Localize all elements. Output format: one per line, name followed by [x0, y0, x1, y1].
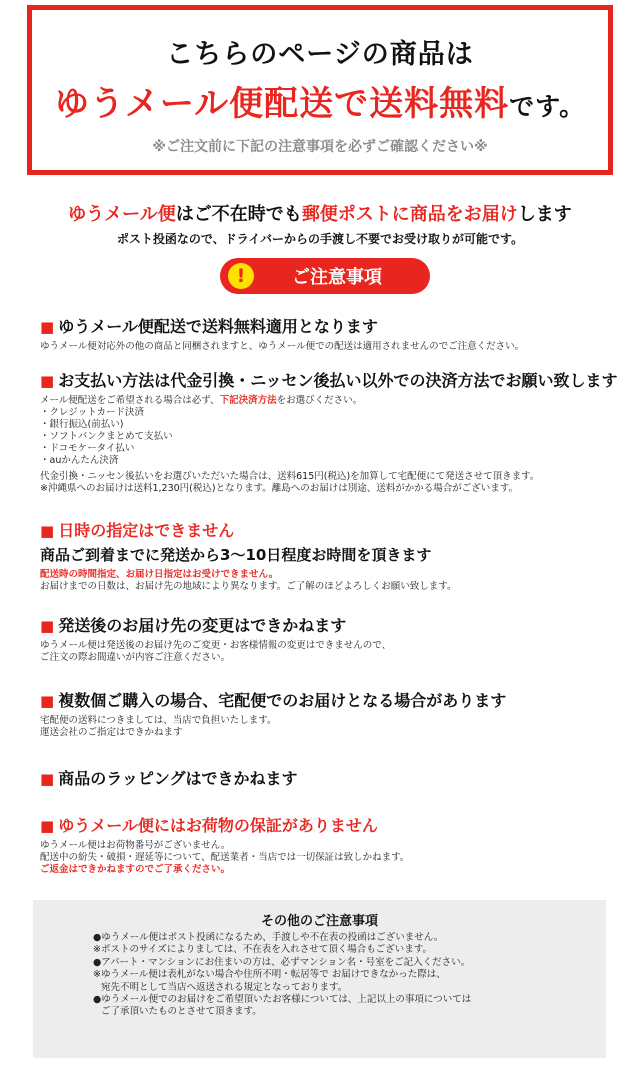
payment-intro	[40, 395, 620, 407]
other-note: 宛先不明として当店へ返送される規定となっております。	[101, 981, 348, 993]
hero-note: ※ご注文前に下記の注意事項を必ずご確認ください※	[152, 139, 488, 155]
section-no-date	[40, 518, 620, 593]
payment-intro-a: メール便配送をご希望される場合は必ず、	[40, 395, 220, 406]
other-note: ● アパート・マンションにお住まいの方は、必ずマンション名・号室をご記入ください。	[93, 957, 596, 969]
section-red-note: 配送時の時間指定、お届け日指定はお受けできません。	[40, 569, 279, 580]
payment-method: ・auかんたん決済	[40, 455, 119, 466]
exclamation-icon: !	[228, 263, 254, 289]
section-title-text: ゆうメール便配送で送料無料適用となります	[58, 317, 378, 336]
intro-seg-3: 郵便ポストに商品をお届け	[301, 204, 518, 225]
hero-headline-red: ゆうメール便配送で送料無料	[54, 84, 510, 124]
payment-intro-red: 下記決済方法	[219, 395, 277, 406]
section-title	[40, 688, 620, 711]
hero-headline	[32, 76, 608, 125]
square-bullet-icon: ■	[40, 770, 55, 788]
section-title-text: ゆうメール便にはお荷物の保証がありません	[58, 816, 378, 835]
square-bullet-icon: ■	[40, 372, 55, 390]
hero-heading: こちらのページの商品は	[166, 39, 474, 70]
section-title-text: お支払い方法は代金引換・ニッセン後払い以外での決済方法でお願い致します	[58, 371, 618, 390]
section-body: ゆうメール便はお荷物番号がございません。	[40, 840, 231, 851]
section-body: ゆうメール便は発送後のお届け先のご変更・お客様情報の変更はできませんので、	[40, 640, 392, 651]
payment-method: ・クレジットカード決済	[40, 407, 144, 418]
other-note: ● ゆうメール便はポスト投函になるため、手渡しや不在表の投函はございません。	[93, 932, 596, 944]
payment-method: ・ソフトバンクまとめて支払い	[40, 431, 173, 442]
square-bullet-icon: ■	[40, 318, 55, 336]
intro-seg-4: します	[517, 204, 572, 225]
other-note: ご了承頂いたものとさせて頂きます。	[101, 1006, 262, 1018]
section-body: お届けまでの日数は、お届け先の地域により異なります。ご了解のほどよろしくお願い致します。	[40, 581, 457, 592]
section-no-guarantee	[40, 813, 620, 876]
section-title	[40, 613, 620, 636]
other-notes-panel	[33, 900, 606, 1058]
section-red-note: ご返金はできかねますのでご了承ください。	[40, 864, 231, 875]
section-title-text: 発送後のお届け先の変更はできかねます	[58, 616, 347, 635]
intro-seg-1: ゆうメール便	[68, 204, 176, 225]
section-body: 配送中の紛失・破損・遅延等について、配送業者・当店では一切保証は致しかねます。	[40, 852, 410, 863]
section-address-change	[40, 613, 620, 664]
intro-seg-2: はご不在時でも	[175, 204, 302, 225]
section-body: 運送会社のご指定はできかねます	[40, 727, 183, 738]
section-body: ゆうメール便対応外の他の商品と同梱されますと、ゆうメール便での配送は適用されませんのでご注意ください。	[40, 341, 525, 352]
caution-header	[220, 258, 430, 294]
payment-note: ※沖縄県へのお届けは送料1,230円(税込)となります。離島へのお届けは別途、送料がかかる場合がございます。	[40, 483, 519, 494]
payment-intro-b: をお選びください。	[276, 395, 363, 406]
hero-banner	[27, 5, 613, 175]
square-bullet-icon: ■	[40, 522, 55, 540]
section-free-shipping	[40, 314, 620, 353]
other-note: ● ゆうメール便でのお届けをご希望頂いたお客様については、上記以上の事項については	[93, 994, 596, 1006]
other-notes-title: その他のご注意事項	[260, 914, 378, 929]
hero-headline-tail: です。	[509, 92, 586, 121]
intro-subline: ポスト投函なので、ドライバーからの手渡し不要でお受け取りが可能です。	[116, 232, 524, 246]
section-title	[40, 368, 620, 391]
payment-method: ・ドコモケータイ払い	[40, 443, 135, 454]
section-title-text: 複数個ご購入の場合、宅配便でのお届けとなる場合があります	[58, 691, 507, 710]
section-title	[40, 314, 620, 337]
square-bullet-icon: ■	[40, 617, 55, 635]
section-payment	[40, 368, 620, 495]
other-note: ※ゆうメール便は表札がない場合や住所不明・転居等で お届けできなかった際は、	[93, 969, 446, 981]
section-body: 宅配便の送料につきましては、当店で負担いたします。	[40, 715, 277, 726]
section-title	[40, 813, 620, 836]
section-title-text: 商品のラッピングはできかねます	[58, 769, 298, 788]
caution-label: ご注意事項	[292, 267, 382, 288]
section-multiple-items	[40, 688, 620, 739]
section-title-text: 日時の指定はできません	[58, 521, 235, 540]
other-note: ※ポストのサイズによりましては、不在表を入れさせて頂く場合もございます。	[93, 944, 432, 956]
payment-note: 代金引換・ニッセン後払いをお選びいただいた場合は、送料615円(税込)を加算して宅配便にて発送させて頂きます。	[40, 471, 540, 482]
intro-headline	[0, 200, 640, 226]
section-title	[40, 518, 620, 541]
square-bullet-icon: ■	[40, 817, 55, 835]
square-bullet-icon: ■	[40, 692, 55, 710]
section-title	[40, 766, 620, 789]
section-no-wrapping	[40, 766, 620, 789]
section-subtitle: 商品ご到着までに発送から3〜10日程度お時間を頂きます	[40, 546, 432, 564]
section-body: ご注文の際お間違いが内容ご注意ください。	[40, 652, 231, 663]
other-notes-list	[93, 932, 596, 1019]
payment-method: ・銀行振込(前払い)	[40, 419, 124, 430]
